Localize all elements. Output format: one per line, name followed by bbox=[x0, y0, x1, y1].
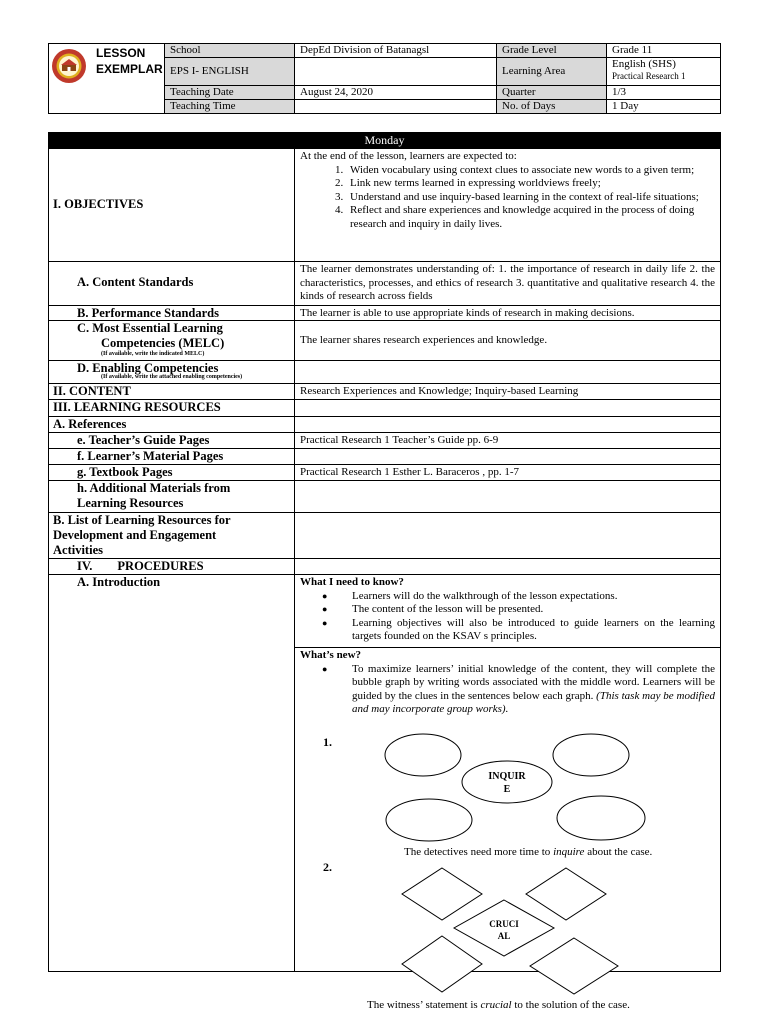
objectives-cell bbox=[294, 149, 720, 261]
graph-1-number: 1. bbox=[323, 735, 332, 749]
graph-1-caption bbox=[404, 846, 652, 858]
enabling-label-text: D. Enabling Competencies bbox=[77, 361, 219, 375]
graph-1-bubble[interactable] bbox=[386, 799, 472, 841]
graph-2-diamond[interactable] bbox=[402, 936, 482, 992]
list-item: ● Learners will do the walkthrough of the lesson expectations. bbox=[308, 590, 715, 604]
area-value-2: Practical Research 1 bbox=[612, 71, 686, 81]
header-grid bbox=[164, 44, 721, 113]
list-label-1: B. List of Learning Resources for bbox=[53, 513, 231, 527]
additional-label-1: h. Additional Materials from bbox=[77, 481, 231, 495]
need-to-know-list bbox=[300, 590, 715, 644]
teacher-guide-value: Practical Research 1 Teacher’s Guide pp. 6-9 bbox=[294, 433, 720, 448]
graph-2-word-2: AL bbox=[497, 931, 511, 941]
caption-text: to the solution of the case. bbox=[511, 999, 630, 1011]
deped-seal-icon bbox=[51, 48, 87, 84]
bubble-graph-1 bbox=[383, 730, 647, 844]
teacher-guide-row bbox=[49, 432, 720, 448]
melc-label-2: Competencies (MELC) bbox=[101, 336, 225, 350]
procedures-row bbox=[49, 558, 720, 574]
graph-2-caption bbox=[367, 999, 630, 1011]
resources-value bbox=[294, 400, 720, 416]
school-label: School bbox=[164, 44, 294, 58]
list-resources-label bbox=[49, 513, 294, 558]
list-resources-row bbox=[49, 512, 720, 558]
textbook-value: Practical Research 1 Esther L. Baraceros , pp. 1-7 bbox=[294, 465, 720, 480]
graph-1-center-bubble bbox=[462, 761, 552, 803]
need-to-know-block bbox=[295, 575, 720, 648]
resources-row bbox=[49, 399, 720, 416]
content-standards-label: A. Content Standards bbox=[77, 275, 194, 289]
whats-new-heading: What’s new? bbox=[300, 649, 362, 661]
time-label: Teaching Time bbox=[164, 100, 294, 113]
caption-emphasis: crucial bbox=[480, 999, 512, 1011]
teacher-guide-label: e. Teacher’s Guide Pages bbox=[77, 433, 210, 447]
melc-label-1: C. Most Essential Learning bbox=[77, 321, 223, 335]
objectives-intro: At the end of the lesson, learners are expected to: bbox=[300, 150, 517, 162]
performance-standards-label: B. Performance Standards bbox=[77, 306, 219, 320]
whats-new-italic: (This task may be modified and may incorporate group works). bbox=[352, 689, 715, 715]
content-label: II. CONTENT bbox=[53, 384, 131, 398]
caption-text: The detectives need more time to bbox=[404, 846, 554, 858]
date-label: Teaching Date bbox=[164, 86, 294, 100]
grade-value: Grade 11 bbox=[606, 44, 721, 58]
whats-new-list bbox=[300, 663, 715, 717]
additional-materials-label bbox=[49, 481, 294, 512]
graph-1-bubble[interactable] bbox=[557, 796, 645, 840]
caption-text: The witness’ statement is bbox=[367, 999, 481, 1011]
graph-2-diamond[interactable] bbox=[530, 938, 618, 994]
resources-label: III. LEARNING RESOURCES bbox=[53, 400, 221, 414]
objectives-list bbox=[300, 164, 715, 232]
graph-1-word-1: INQUIR bbox=[488, 771, 526, 782]
lesson-header bbox=[48, 43, 721, 114]
bubble-graph-2 bbox=[398, 864, 638, 996]
graph-2-diamond[interactable] bbox=[526, 868, 606, 920]
enabling-label bbox=[49, 361, 294, 383]
list-label-2: Development and Engagement bbox=[53, 528, 217, 542]
objective-item: 2. Link new terms learned in expressing worldviews freely; bbox=[346, 177, 715, 191]
objectives-label: I. OBJECTIVES bbox=[53, 197, 144, 211]
procedures-value bbox=[294, 559, 720, 574]
melc-row bbox=[49, 320, 720, 360]
graph-1-bubble[interactable] bbox=[385, 734, 461, 776]
melc-label bbox=[49, 321, 294, 360]
introduction-label: A. Introduction bbox=[77, 575, 161, 589]
references-label: A. References bbox=[53, 417, 127, 431]
textbook-label: g. Textbook Pages bbox=[77, 465, 173, 479]
days-value: 1 Day bbox=[606, 100, 721, 113]
enabling-value bbox=[294, 361, 720, 383]
content-standards-row bbox=[49, 261, 720, 305]
graph-2-diamond[interactable] bbox=[402, 868, 482, 920]
procedures-label: IV. PROCEDURES bbox=[77, 559, 204, 573]
content-row bbox=[49, 383, 720, 399]
list-label-3: Activities bbox=[53, 543, 103, 557]
whats-new-text: To maximize learners’ initial knowledge of the content, they will complete the bubble graph by writing words associated with the middle word. Learners will be guided by the clues in the sentences below each graph. bbox=[352, 662, 715, 702]
school-value: DepEd Division of Batanagsl bbox=[294, 44, 496, 58]
caption-text: about the case. bbox=[584, 846, 653, 858]
lesson-text: LESSON bbox=[96, 46, 146, 60]
days-label: No. of Days bbox=[496, 100, 606, 113]
enabling-row bbox=[49, 360, 720, 383]
date-value: August 24, 2020 bbox=[294, 86, 496, 100]
teacher-blank bbox=[294, 58, 496, 86]
learner-material-label: f. Learner’s Material Pages bbox=[77, 449, 224, 463]
references-value bbox=[294, 417, 720, 432]
performance-standards-value: The learner is able to use appropriate kinds of research in making decisions. bbox=[294, 306, 720, 320]
learner-material-value bbox=[294, 449, 720, 464]
graph-2-word-1: CRUCI bbox=[489, 919, 519, 929]
additional-materials-value bbox=[294, 481, 720, 512]
exemplar-text: EXEMPLAR bbox=[96, 62, 163, 76]
learner-material-row bbox=[49, 448, 720, 464]
list-item bbox=[308, 663, 715, 717]
performance-standards-row bbox=[49, 305, 720, 320]
additional-materials-row bbox=[49, 480, 720, 512]
graph-1-word-2: E bbox=[503, 784, 511, 795]
area-value-1: English (SHS) bbox=[612, 58, 676, 70]
enabling-note: (If available, write the attached enabling competencies) bbox=[101, 374, 243, 380]
objective-item: 3. Understand and use inquiry-based learning in the context of real-life situations; bbox=[346, 191, 715, 205]
time-value bbox=[294, 100, 496, 113]
melc-note: (If available, write the indicated MELC) bbox=[101, 351, 205, 357]
quarter-value: 1/3 bbox=[606, 86, 721, 100]
area-label: Learning Area bbox=[496, 58, 606, 86]
objective-item: 1. Widen vocabulary using context clues to associate new words to a given term; bbox=[346, 164, 715, 178]
content-standards-value: The learner demonstrates understanding of: 1. the importance of research in daily life 2. the characteristics, processes, and ethics of research 3. quantitative and qualitative research 4. the kinds of research across fields bbox=[294, 262, 720, 305]
objectives-row bbox=[49, 148, 720, 261]
graph-2-number: 2. bbox=[323, 860, 332, 874]
need-to-know-heading: What I need to know? bbox=[300, 576, 404, 588]
day-band: Monday bbox=[49, 133, 720, 148]
grade-label: Grade Level bbox=[496, 44, 606, 58]
graph-1-bubble[interactable] bbox=[553, 734, 629, 776]
melc-value: The learner shares research experiences and knowledge. bbox=[294, 321, 720, 360]
area-value bbox=[606, 58, 721, 86]
references-row bbox=[49, 416, 720, 432]
textbook-row bbox=[49, 464, 720, 480]
quarter-label: Quarter bbox=[496, 86, 606, 100]
list-item: ● The content of the lesson will be presented. bbox=[308, 603, 715, 617]
list-item: ● Learning objectives will also be introduced to guide learners on the learning targets founded on the KSAV s principles. bbox=[308, 617, 715, 644]
objective-item: 4. Reflect and share experiences and knowledge acquired in the process of doing research and inquiry in daily lives. bbox=[346, 204, 715, 231]
additional-label-2: Learning Resources bbox=[77, 496, 184, 510]
list-resources-value bbox=[294, 513, 720, 558]
teacher-value: EPS I- ENGLISH bbox=[164, 58, 294, 86]
content-value: Research Experiences and Knowledge; Inquiry-based Learning bbox=[294, 384, 720, 399]
caption-emphasis: inquire bbox=[553, 846, 585, 858]
